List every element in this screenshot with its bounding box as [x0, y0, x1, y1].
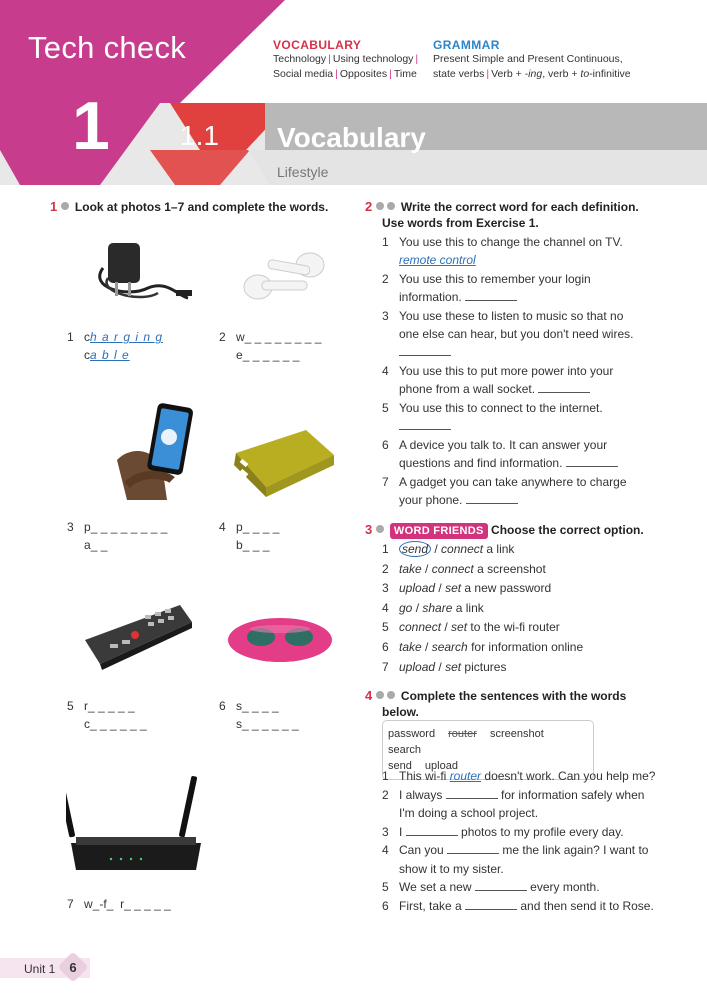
- answer-blank[interactable]: [465, 290, 517, 301]
- answer-text: a b l e: [90, 348, 130, 362]
- grammar-item: -infinitive: [589, 68, 631, 80]
- word-start: p: [236, 520, 243, 534]
- item-text: your phone.: [399, 493, 463, 507]
- answer-text: remote control: [399, 253, 476, 267]
- word-option: search: [388, 744, 422, 756]
- item-text: for information online: [471, 639, 584, 654]
- item-text: You use this to remember your login: [399, 272, 591, 286]
- answer-blank[interactable]: [406, 825, 458, 836]
- ex3-item-3: 3 upload / set a new password: [382, 579, 583, 599]
- difficulty-dot-icon: [61, 202, 69, 210]
- powerbank-photo: [226, 425, 336, 500]
- word-blank[interactable]: _ _ _ _ _ _: [90, 717, 147, 731]
- word-blank[interactable]: _: [92, 897, 100, 911]
- grammar-list: Present Simple and Present Continuous, state verbs | Verb + -ing, verb + to-infinitive: [433, 53, 631, 80]
- lesson-subtitle: Lifestyle: [277, 164, 329, 180]
- item-text: photos to my profile every day.: [461, 824, 624, 839]
- word-start: c: [84, 717, 90, 731]
- vocab-summary: [273, 38, 420, 82]
- word-blank[interactable]: _ _ _: [242, 538, 270, 552]
- word-option: screenshot: [489, 728, 544, 740]
- ex3-heading: [365, 522, 644, 539]
- answer-blank[interactable]: [538, 382, 590, 393]
- word-blank[interactable]: _ _ _ _ _ _: [242, 717, 299, 731]
- option-a[interactable]: take: [399, 639, 422, 654]
- word-blank[interactable]: _ _ _ _: [242, 699, 279, 713]
- option-b[interactable]: set: [445, 659, 462, 674]
- ex4-item-2: [382, 786, 672, 823]
- router-photo: [66, 775, 206, 875]
- item-text: You use this to put more power into your: [399, 364, 614, 378]
- option-b[interactable]: share: [422, 600, 453, 615]
- ex1-item-5: [67, 697, 147, 733]
- word-blank[interactable]: _ _ _ _ _ _: [242, 348, 300, 362]
- item-text: doesn't work. Can you help me?: [484, 769, 656, 783]
- grammar-item: state verbs: [433, 68, 485, 80]
- vocab-label: VOCABULARY: [273, 38, 362, 52]
- item-text: Can you: [399, 843, 444, 857]
- ex4-item-4: [382, 841, 672, 878]
- word-start: c: [84, 348, 90, 362]
- item-number: 6: [219, 699, 226, 713]
- word-start: c: [84, 330, 90, 344]
- ex1-item-3: [67, 518, 167, 554]
- item-number: 1: [67, 330, 74, 344]
- item-text: phone from a wall socket.: [399, 382, 536, 396]
- vocab-item: Using technology: [332, 53, 414, 65]
- option-a[interactable]: send: [399, 541, 431, 557]
- item-number: 3: [382, 581, 389, 596]
- page-title: Tech check: [28, 30, 187, 65]
- item-text: First, take a: [399, 898, 462, 913]
- ex2-item-6: [382, 436, 662, 472]
- item-text: You use this to connect to the internet.: [399, 401, 603, 415]
- item-text: I always: [399, 787, 443, 802]
- word-start: r: [120, 897, 125, 911]
- item-number: 7: [67, 897, 74, 911]
- word-start: a: [84, 538, 91, 552]
- item-text: I'm doing a school project.: [399, 806, 539, 820]
- option-b[interactable]: set: [451, 620, 468, 635]
- ex1-item-6: [219, 697, 299, 733]
- answer-text: router: [449, 769, 482, 783]
- item-number: 2: [219, 330, 226, 344]
- vocab-list: Technology | Using technology | Social media | Opposites | Time: [273, 53, 419, 80]
- grammar-item: Verb +: [491, 68, 525, 80]
- option-a[interactable]: take: [399, 561, 422, 576]
- word-start: -f: [99, 897, 107, 911]
- ex2-item-7: [382, 473, 662, 509]
- unit-number: 1: [72, 88, 110, 164]
- option-b[interactable]: search: [431, 639, 468, 654]
- ex1-item-2: [219, 328, 321, 364]
- ex3-item-4: 4 go / share a link: [382, 599, 583, 619]
- ex2-item-3: [382, 307, 662, 361]
- word-blank[interactable]: _: [106, 897, 114, 911]
- answer-blank[interactable]: [566, 456, 618, 467]
- item-number: 4: [382, 600, 389, 615]
- word-start: p: [84, 520, 91, 534]
- word-option: send: [388, 760, 412, 772]
- item-number: 5: [382, 620, 389, 635]
- grammar-item: -ing: [524, 68, 543, 80]
- word-blank[interactable]: _ _ _ _ _: [124, 897, 171, 911]
- lesson-number: 1.1: [180, 120, 219, 151]
- item-number: 2: [382, 561, 389, 576]
- item-number: 6: [382, 438, 389, 452]
- item-number: 1: [382, 235, 389, 249]
- ex1-heading: [50, 199, 328, 215]
- footer-unit: Unit 1: [24, 962, 56, 976]
- item-number: 7: [382, 659, 389, 674]
- lesson-title: Vocabulary: [277, 122, 426, 153]
- item-text: and then send it to Rose.: [520, 898, 654, 913]
- word-blank[interactable]: _ _: [90, 538, 108, 552]
- option-a[interactable]: upload: [399, 659, 436, 674]
- ex2-item-1: [382, 233, 662, 269]
- grammar-summary: [433, 38, 631, 82]
- answer-blank[interactable]: [447, 843, 499, 854]
- word-blank[interactable]: _ _ _ _: [242, 520, 280, 534]
- item-text: I: [399, 824, 403, 839]
- word-blank[interactable]: _ _ _ _ _ _ _ _: [90, 520, 168, 534]
- item-text: every month.: [530, 880, 600, 894]
- option-b[interactable]: set: [445, 581, 462, 596]
- ex2-heading: [365, 199, 665, 231]
- item-text: A gadget you can take anywhere to charge: [399, 475, 627, 489]
- page-number: 6: [69, 960, 77, 975]
- ex2-number: 2: [365, 199, 373, 214]
- word-start: s: [236, 717, 242, 731]
- difficulty-dot-icon: [376, 202, 384, 210]
- ex2-list: [382, 233, 662, 509]
- ex2-item-4: [382, 362, 662, 398]
- ex3-instruction: Choose the correct option.: [491, 523, 644, 537]
- item-number: 6: [382, 898, 389, 913]
- ex4-instruction: below.: [382, 705, 419, 719]
- ex4-number: 4: [365, 688, 373, 703]
- item-number: 7: [382, 475, 389, 489]
- ex4-item-1: [382, 767, 672, 786]
- ex3-item-1: 1 send / connect a link: [382, 540, 583, 560]
- ex2-item-5: [382, 399, 662, 435]
- option-b[interactable]: connect: [441, 542, 484, 556]
- charger-photo: [88, 238, 198, 308]
- option-a[interactable]: upload: [399, 581, 436, 596]
- word-option-used: router: [448, 728, 477, 740]
- ex1-number: 1: [50, 199, 58, 214]
- answer-blank[interactable]: [446, 788, 498, 799]
- word-blank[interactable]: _ _ _ _ _: [88, 699, 135, 713]
- difficulty-dot-icon: [376, 525, 384, 533]
- item-number: 4: [382, 364, 389, 378]
- item-text: me the link again? I want to: [502, 843, 649, 857]
- item-text: This wi-fi: [399, 769, 447, 783]
- item-number: 6: [382, 639, 389, 654]
- grammar-item: , verb +: [542, 68, 581, 80]
- remote-photo: [80, 600, 195, 670]
- difficulty-dot-icon: [387, 691, 395, 699]
- answer-blank[interactable]: [399, 345, 451, 356]
- item-number: 1: [382, 769, 389, 783]
- vocab-item: Technology: [273, 53, 327, 65]
- item-text: questions and find information.: [399, 456, 563, 470]
- item-text: a link: [486, 542, 515, 556]
- option-a[interactable]: go: [399, 600, 413, 615]
- grammar-label: GRAMMAR: [433, 38, 500, 52]
- item-text: We set a new: [399, 880, 472, 894]
- item-text: show it to my sister.: [399, 861, 504, 876]
- item-number: 1: [382, 542, 389, 556]
- ex3-number: 3: [365, 522, 373, 537]
- ex4-item-6: [382, 897, 672, 916]
- word-start: b: [236, 538, 243, 552]
- answer-blank[interactable]: [465, 899, 517, 910]
- item-text: You use this to change the channel on TV.: [399, 235, 623, 249]
- item-text: a link: [455, 600, 484, 615]
- item-text: a screenshot: [477, 561, 546, 576]
- word-start: s: [236, 699, 242, 713]
- option-a[interactable]: connect: [399, 620, 442, 635]
- item-number: 2: [382, 272, 389, 286]
- word-blank[interactable]: _ _ _ _ _ _ _ _: [244, 330, 322, 344]
- vocab-item: Opposites: [339, 68, 388, 80]
- word-option: upload: [424, 760, 458, 772]
- answer-text: h a r g i n g: [90, 330, 164, 344]
- item-text: one else can hear, but you don't need wires.: [399, 327, 634, 341]
- ex2-instruction: Write the correct word for each definition.: [400, 200, 639, 214]
- word-friends-badge: WORD FRIENDS: [390, 523, 488, 539]
- ex1-instruction: Look at photos 1–7 and complete the words.: [74, 200, 329, 214]
- ex3-item-2: 2 take / connect a screenshot: [382, 560, 583, 580]
- word-start: e: [236, 348, 243, 362]
- item-number: 3: [67, 520, 74, 534]
- ex1-item-7: [67, 895, 171, 913]
- ex4-item-3: [382, 823, 672, 842]
- ex4-heading: [365, 688, 665, 720]
- item-number: 4: [382, 843, 389, 857]
- option-b[interactable]: connect: [431, 561, 474, 576]
- ex2-item-2: [382, 270, 662, 306]
- vocab-item: Time: [393, 68, 417, 80]
- item-text: for information safely when: [501, 787, 645, 802]
- vocab-item: Social media: [273, 68, 334, 80]
- item-text: You use these to listen to music so that no: [399, 309, 624, 323]
- answer-blank[interactable]: [399, 419, 451, 430]
- ex3-item-7: 7 upload / set pictures: [382, 658, 583, 678]
- ex3-item-5: 5 connect / set to the wi-fi router: [382, 618, 583, 638]
- difficulty-dot-icon: [387, 202, 395, 210]
- ex3-list: [382, 540, 583, 677]
- ex4-list: [382, 767, 672, 915]
- item-number: 3: [382, 824, 389, 839]
- word-start: w: [236, 330, 245, 344]
- item-number: 5: [382, 401, 389, 415]
- item-text: A device you talk to. It can answer your: [399, 438, 608, 452]
- ex4-item-5: [382, 878, 672, 897]
- item-number: 2: [382, 787, 389, 802]
- answer-blank[interactable]: [466, 493, 518, 504]
- ex1-item-1: [67, 328, 163, 364]
- grammar-item: to: [580, 68, 590, 80]
- grammar-line: Present Simple and Present Continuous,: [433, 53, 623, 65]
- smartphone-photo: [112, 400, 202, 505]
- difficulty-dot-icon: [376, 691, 384, 699]
- ex2-instruction: Use words from Exercise 1.: [382, 216, 539, 230]
- word-start: w: [84, 897, 93, 911]
- earbuds-photo: [240, 245, 330, 305]
- item-text: a new password: [464, 581, 552, 596]
- item-text: pictures: [464, 659, 507, 674]
- item-number: 4: [219, 520, 226, 534]
- item-number: 3: [382, 309, 389, 323]
- ex1-item-4: [219, 518, 279, 554]
- answer-blank[interactable]: [475, 880, 527, 891]
- item-text: information.: [399, 290, 462, 304]
- speaker-photo: [225, 615, 335, 665]
- word-start: r: [84, 699, 88, 713]
- ex3-item-6: 6 take / search for information online: [382, 638, 583, 658]
- item-text: to the wi-fi router: [470, 620, 560, 635]
- ex4-instruction: Complete the sentences with the words: [400, 689, 627, 703]
- word-option: password: [388, 728, 436, 740]
- item-number: 5: [67, 699, 74, 713]
- item-number: 5: [382, 880, 389, 894]
